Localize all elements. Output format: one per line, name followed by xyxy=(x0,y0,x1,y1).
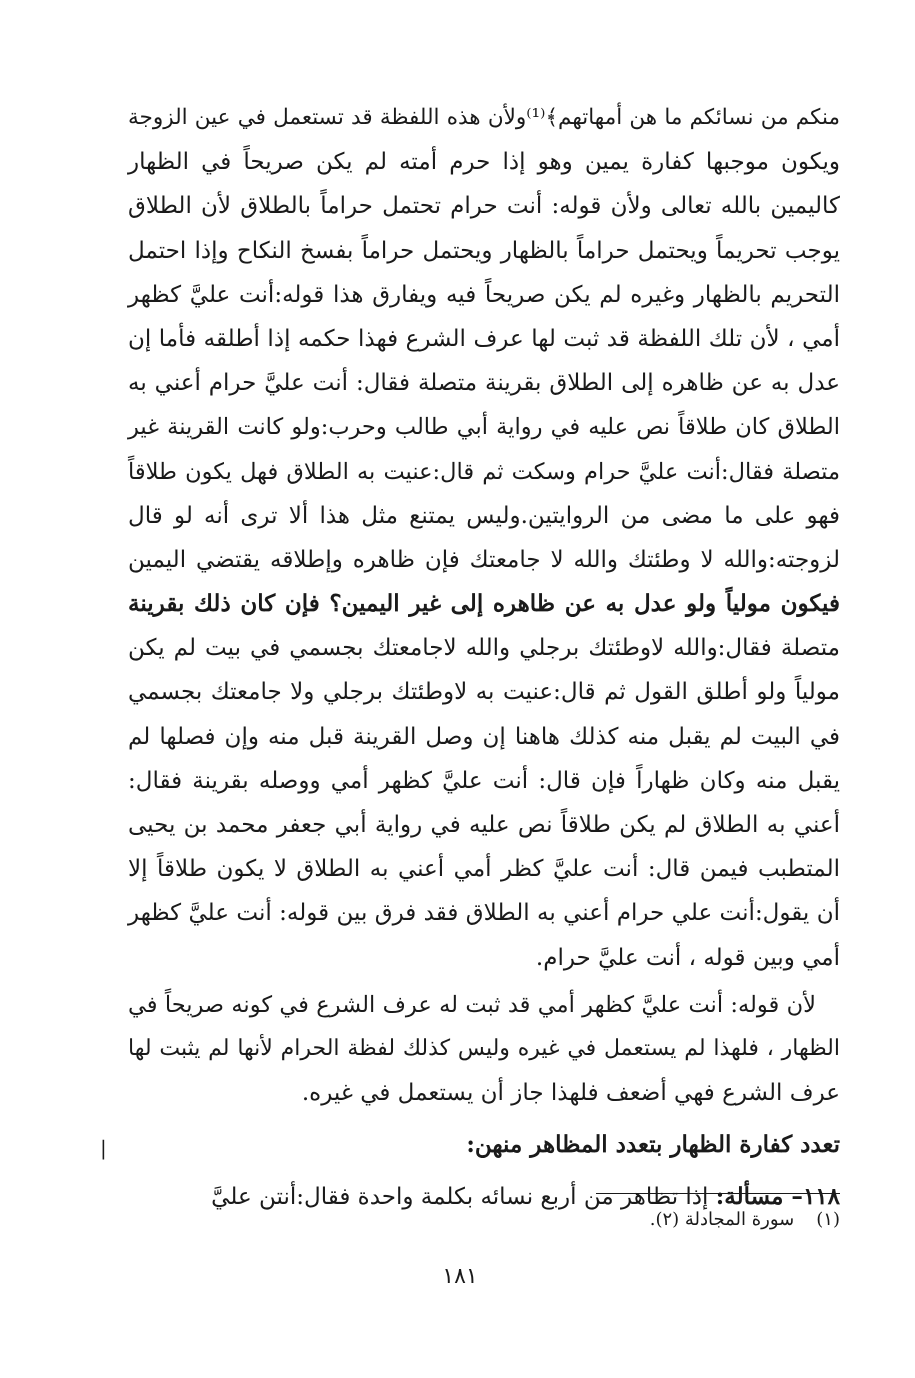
text-line: لزوجته:والله لا وطئتك والله لا جامعتك فإن ظاهره وإطلاقه يقتضي اليمين xyxy=(128,546,840,573)
section-heading: تعدد كفارة الظهار بتعدد المظاهر منهن: xyxy=(466,1131,840,1159)
issue-text: إذا تظاهر من أربع نسائه بكلمة واحدة فقال:أنتن عليَّ xyxy=(211,1184,716,1211)
text-line: أمي ، لأن تلك اللفظة قد ثبت لها عرف الشرع فهذا حكمه إذا أطلقه فأما إن xyxy=(128,325,840,352)
body-text xyxy=(128,96,840,1221)
text-line: يقبل منه وكان ظهاراً فإن قال: أنت عليَّ كظهر أمي ووصله بقرينة فقال: xyxy=(128,767,840,794)
footnote-mark: (١) xyxy=(816,1209,840,1230)
text-line: متصلة فقال:أنت عليَّ حرام وسكت ثم قال:عنيت به الطلاق فهل يكون طلاقاً xyxy=(128,458,840,485)
footnote-text: سورة المجادلة (٢). xyxy=(649,1209,795,1230)
text-line: متصلة فقال:والله لاوطئتك برجلي والله لاجامعتك بجسمي في بيت لم يكن xyxy=(128,635,840,662)
text-line: الظهار ، فلهذا لم يستعمل في غيره وليس كذلك لفظة الحرام لأنها لم يثبت لها xyxy=(128,1035,840,1061)
text-line: منكم من نسائكم ما هن أمهاتهم﴾⁽¹⁾ولأن هذه اللفظة قد تستعمل في عين الزوجة xyxy=(128,105,840,130)
text-line: عرف الشرع فهي أضعف فلهذا جاز أن يستعمل في غيره. xyxy=(301,1080,840,1107)
margin-mark: | xyxy=(100,1136,107,1160)
text-line: مولياً ولو أطلق القول ثم قال:عنيت به لاوطئتك برجلي ولا جامعتك بجسمي xyxy=(128,679,840,706)
text-line: ويكون موجبها كفارة يمين وهو إذا حرم أمته لم يكن صريحاً في الظهار xyxy=(128,149,840,176)
text-line: عدل به عن ظاهره إلى الطلاق بقرينة متصلة فقال: أنت عليَّ حرام أعني به xyxy=(128,370,840,397)
issue-number: ١١٨– مسألة: xyxy=(715,1183,840,1211)
page-number: ١٨١ xyxy=(442,1264,478,1289)
text-line: كاليمين بالله تعالى ولأن قوله: أنت حرام تحتمل حراماً بالطلاق لأن الطلاق xyxy=(128,193,840,220)
text-line: المتطبب فيمن قال: أنت عليَّ كظر أمي أعني به الطلاق لا يكون طلاقاً إلا xyxy=(128,856,840,883)
footnote xyxy=(560,1205,840,1235)
text-line: الطلاق كان طلاقاً نص عليه في رواية أبي طالب وحرب:ولو كانت القرينة غير xyxy=(128,414,840,441)
footnote-rule xyxy=(596,1193,840,1194)
text-line: فهو على ما مضى من الروايتين.وليس يمتنع مثل هذا ألا ترى أنه لو قال xyxy=(128,502,840,529)
text-line: أن يقول:أنت علي حرام أعني به الطلاق فقد فرق بين قوله: أنت عليَّ كظهر xyxy=(128,900,840,927)
text-line: لأن قوله: أنت عليَّ كظهر أمي قد ثبت له عرف الشرع في كونه صريحاً في xyxy=(128,991,816,1018)
text-line: أعني به الطلاق لم يكن طلاقاً نص عليه في رواية أبي جعفر محمد بن يحيى xyxy=(128,812,840,838)
text-line: في البيت لم يقبل منه كذلك هاهنا إن وصل القرينة قبل منه وإن فصلها لم xyxy=(128,723,840,750)
text-line: يوجب تحريماً ويحتمل حراماً بالظهار ويحتمل حراماً بفسخ النكاح وإذا احتمل xyxy=(128,237,840,264)
text-line: فيكون مولياً ولو عدل به عن ظاهره إلى غير اليمين؟ فإن كان ذلك بقرينة xyxy=(128,590,840,618)
text-line: التحريم بالظهار وغيره لم يكن صريحاً فيه ويفارق هذا قوله:أنت عليَّ كظهر xyxy=(128,281,840,308)
text-line: أمي وبين قوله ، أنت عليَّ حرام. xyxy=(535,944,840,971)
